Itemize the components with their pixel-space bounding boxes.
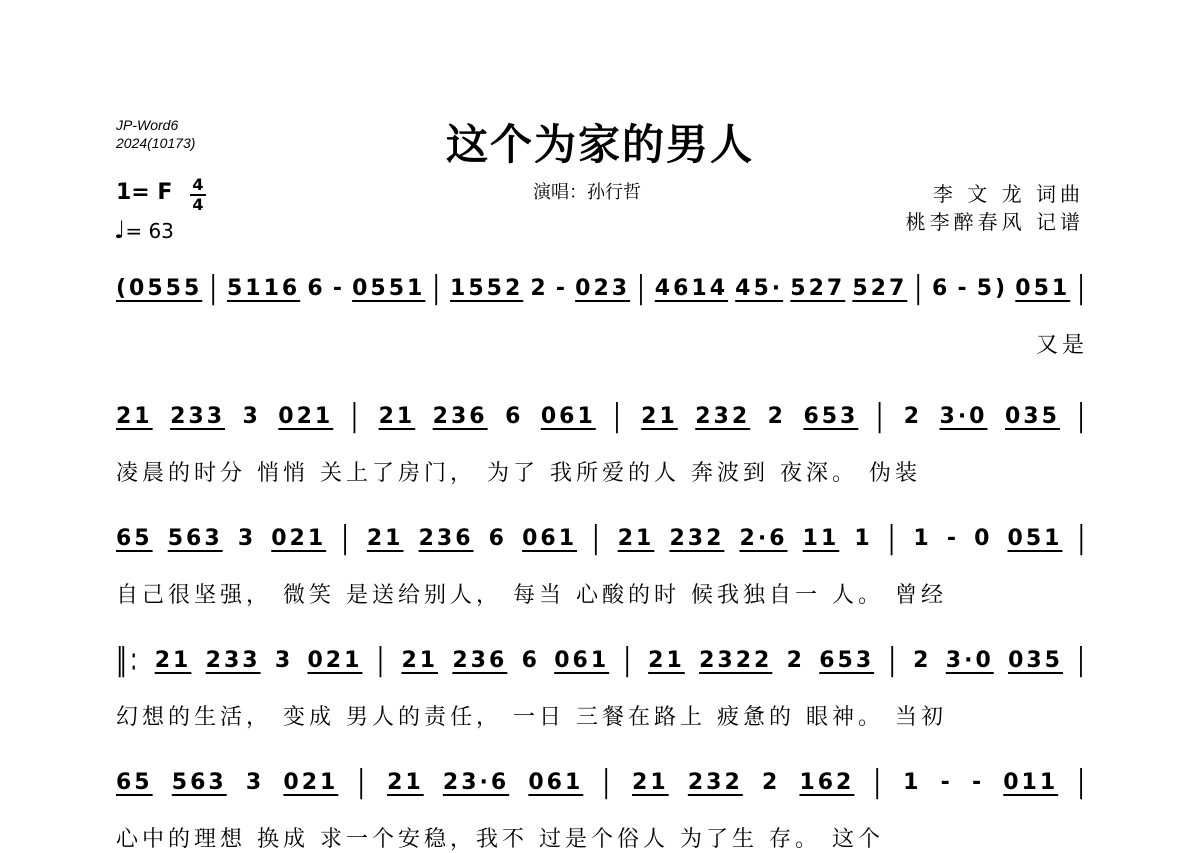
- note-group: 4614: [654, 276, 729, 301]
- barline: |: [350, 399, 362, 434]
- note-group: 011: [1003, 770, 1059, 795]
- note-group: 23·6: [442, 770, 510, 795]
- note-group: 2: [530, 276, 549, 301]
- note-group: 563: [167, 526, 223, 551]
- quarter-note-icon: ♩: [114, 216, 126, 244]
- extension-dash: -: [957, 276, 970, 301]
- note-group: 45·: [735, 276, 784, 301]
- song-title: 这个为家的男人: [445, 120, 754, 169]
- extension-dash: -: [971, 770, 985, 795]
- note-group: 65: [116, 526, 153, 551]
- barline: |: [592, 521, 603, 556]
- lyric-row: 又是: [1035, 333, 1088, 358]
- barline: |: [357, 765, 368, 800]
- time-signature-bottom: 4: [192, 195, 204, 214]
- lyric-row: 自己很坚强， 微笑 是送给别人， 每当 心酸的时 候我独自一 人。 曾经: [116, 583, 947, 608]
- note-group: 2: [903, 404, 923, 429]
- note-group: 2: [761, 770, 781, 795]
- note-group: 6: [932, 276, 951, 301]
- note-tokens: [116, 521, 1088, 556]
- note-group: 6: [521, 648, 540, 673]
- note-group: 233: [170, 404, 226, 429]
- note-group: 21: [617, 526, 655, 551]
- note-tokens: [116, 643, 1088, 678]
- note-group: 035: [1008, 648, 1063, 673]
- note-group: 162: [799, 770, 855, 795]
- note-group: 061: [554, 648, 610, 673]
- note-group: 653: [803, 404, 859, 429]
- note-group: 653: [819, 648, 875, 673]
- note-group: 3: [237, 526, 257, 551]
- barline: |: [1077, 643, 1088, 678]
- barline: |: [623, 643, 634, 678]
- note-group: 1: [903, 770, 922, 795]
- note-group: 2: [786, 648, 805, 673]
- note-group: 061: [528, 770, 584, 795]
- note-group: 051: [1015, 276, 1071, 301]
- notation-row: [116, 400, 1088, 444]
- note-group: 21: [154, 648, 192, 673]
- lyric-row: 心中的理想 换成 求一个安稳，我不 过是个俗人 为了生 存。 这个: [116, 827, 884, 852]
- time-signature: [188, 176, 208, 214]
- note-group: 1: [854, 526, 873, 551]
- note-group: 021: [271, 526, 327, 551]
- note-group: 021: [278, 404, 334, 429]
- note-group: 6: [488, 526, 507, 551]
- note-group: 11: [802, 526, 840, 551]
- note-group: 21: [116, 404, 153, 429]
- software-name: JP-Word6: [116, 117, 179, 133]
- barline: |: [1077, 765, 1088, 800]
- transcriber-credit: 桃李醉春风 记谱: [905, 210, 1084, 234]
- note-group: 1552: [450, 276, 524, 301]
- note-group: 3·0: [939, 404, 988, 429]
- barline: |: [914, 271, 925, 306]
- note-group: 2·6: [739, 526, 788, 551]
- note-group: 3: [245, 770, 265, 795]
- lyric-row: 幻想的生活， 变成 男人的责任， 一日 三餐在路上 疲惫的 眼神。 当初: [116, 705, 947, 730]
- note-group: 6: [505, 404, 524, 429]
- note-group: 233: [205, 648, 261, 673]
- note-group: 236: [418, 526, 474, 551]
- barline: |: [1077, 271, 1088, 306]
- note-group: 232: [669, 526, 725, 551]
- note-tokens: [116, 271, 1088, 306]
- extension-dash: -: [940, 770, 953, 795]
- notation-row: [116, 766, 1088, 810]
- note-group: 21: [632, 770, 669, 795]
- note-group: 5): [976, 276, 1009, 301]
- note-group: 65: [116, 770, 153, 795]
- note-group: 3: [242, 404, 261, 429]
- note-group: 061: [540, 404, 596, 429]
- barline: |: [602, 765, 613, 800]
- barline: |: [376, 643, 388, 678]
- note-group: 3·0: [945, 648, 994, 673]
- composer-credit: 李 文 龙 词曲: [932, 182, 1084, 206]
- note-group: 236: [432, 404, 488, 429]
- note-group: (0555: [116, 276, 203, 301]
- singer-credit: 演唱：孙行哲: [533, 182, 641, 203]
- note-group: 051: [1007, 526, 1063, 551]
- note-group: 527: [790, 276, 846, 301]
- note-group: 035: [1004, 404, 1060, 429]
- barline: |: [613, 399, 624, 434]
- note-group: 563: [171, 770, 227, 795]
- tempo-value: = 63: [125, 219, 174, 243]
- note-tokens: [116, 399, 1088, 434]
- note-group: 6: [307, 276, 326, 301]
- note-group: 236: [452, 648, 508, 673]
- note-group: 023: [575, 276, 631, 301]
- note-group: 21: [378, 404, 416, 429]
- extension-dash: -: [555, 276, 569, 301]
- note-group: 2: [767, 404, 786, 429]
- barline: |: [432, 271, 443, 306]
- credits: [906, 180, 1084, 236]
- notation-row: [116, 522, 1088, 566]
- note-group: 021: [283, 770, 339, 795]
- barline: |: [637, 271, 648, 306]
- note-group: 021: [307, 648, 363, 673]
- extension-dash: -: [332, 276, 345, 301]
- note-group: 2: [913, 648, 932, 673]
- note-group: 232: [695, 404, 751, 429]
- barline: |: [873, 765, 884, 800]
- notation-row: [116, 272, 1088, 316]
- extension-dash: -: [946, 526, 959, 551]
- time-signature-top: 4: [192, 175, 204, 194]
- barline: |: [341, 521, 352, 556]
- barline: |: [888, 643, 899, 678]
- notation-row: [116, 644, 1088, 688]
- note-group: 232: [687, 770, 743, 795]
- note-group: 21: [366, 526, 404, 551]
- note-group: 527: [852, 276, 908, 301]
- note-group: 21: [401, 648, 439, 673]
- barline: |: [887, 521, 899, 556]
- note-group: 3: [274, 648, 294, 673]
- barline: |: [1077, 399, 1088, 434]
- barline: |: [209, 271, 220, 306]
- tempo-marking: [114, 216, 174, 244]
- note-group: 21: [648, 648, 685, 673]
- lyric-row: 凌晨的时分 悄悄 关上了房门， 为了 我所爱的人 奔波到 夜深。 伪装: [116, 461, 921, 486]
- note-group: 1: [913, 526, 932, 551]
- note-group: 5116: [227, 276, 301, 301]
- note-group: 061: [522, 526, 578, 551]
- barline: |: [875, 399, 887, 434]
- note-group: 0: [974, 526, 993, 551]
- note-group: 21: [387, 770, 424, 795]
- note-group: 21: [641, 404, 678, 429]
- key-signature: 1= F: [116, 180, 173, 205]
- barline: ‖:: [116, 643, 141, 678]
- note-tokens: [116, 765, 1088, 800]
- software-version: 2024(10173): [116, 135, 196, 151]
- barline: |: [1077, 521, 1088, 556]
- note-group: 2322: [699, 648, 773, 673]
- note-group: 0551: [352, 276, 426, 301]
